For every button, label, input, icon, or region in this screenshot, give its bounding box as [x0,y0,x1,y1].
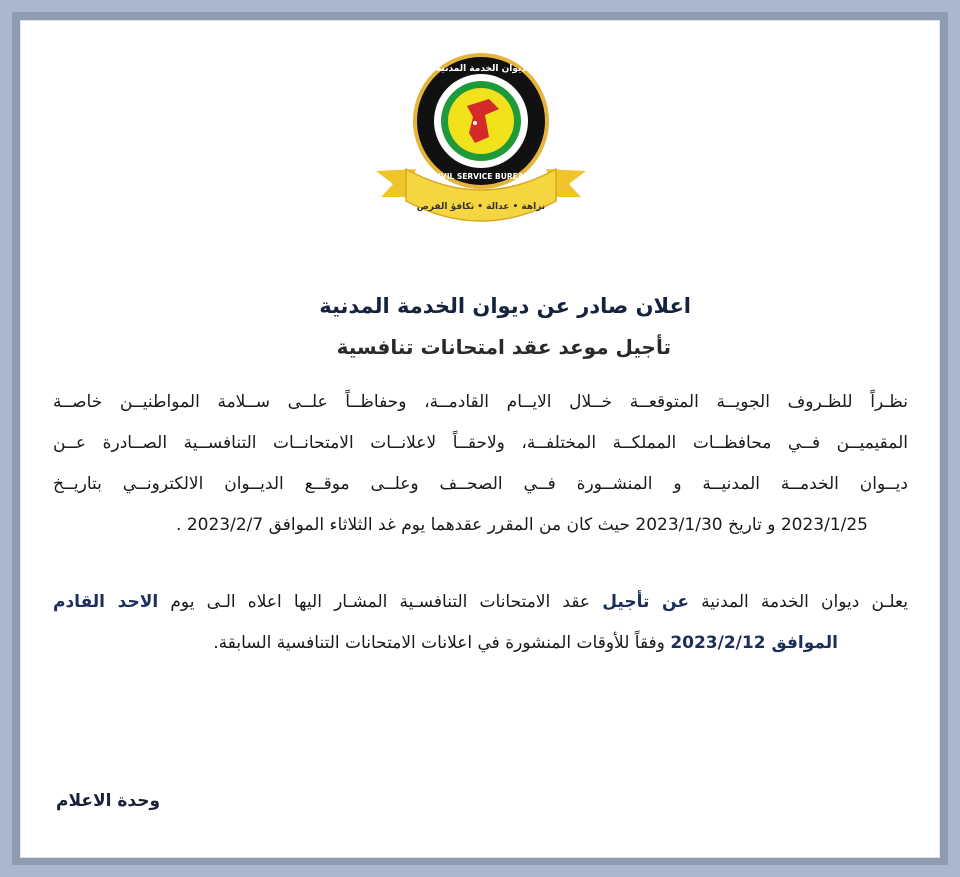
svg-text:ديوان الخدمة المدنية: ديوان الخدمة المدنية [435,64,527,74]
signature-media-unit: وحدة الاعلام [56,791,161,811]
paragraph-line: ديــوان الخدمــة المدنيــة و المنشــورة فــي الصحــف وعلــى موقــع الديــوان الالكترونــي بتاريــخ [53,474,908,494]
logo-emblem-icon [371,51,591,226]
paragraph-line: المقيميــن فــي محافظــات المملكــة المختلفــة، ولاحقــاً لاعلانــات الامتحانــات التنافســية الصــادرة عــن [53,433,908,453]
postponement-highlight: عن تأجيل [602,592,689,612]
svg-text:CIVIL SERVICE BUREAU: CIVIL SERVICE BUREAU [432,172,530,181]
announcement-page [20,20,940,858]
decision-line-2 [53,623,908,664]
decision-text: يعلـن ديوان الخدمة المدنية [688,592,908,612]
paragraph-context [53,382,908,546]
paragraph-line: 2023/1/25 و تاريخ 2023/1/30 حيث كان من المقرر عقدهما يوم غد الثلاثاء الموافق 2023/2/7 . [176,515,868,535]
decision-line-1 [53,582,908,623]
paragraph-line: نظـراً للظـروف الجويــة المتوقعــة خــلال الايــام القادمــة، وحفاظــاً علــى ســلامة المواطنيــن خاصــة [53,392,908,412]
new-day-highlight: الاحد القادم [53,592,159,612]
decision-text: عقد الامتحانات التنافسـية المشـار اليها اعلاه الـى يوم [158,592,603,612]
paragraph-decision [53,582,908,664]
new-date-highlight: الموافق 2023/2/12 [670,633,838,653]
announcement-subtitle: تأجيل موعد عقد امتحانات تنافسية [336,335,671,359]
civil-service-bureau-logo [371,51,591,221]
announcement-title: اعلان صادر عن ديوان الخدمة المدنية [319,294,691,318]
decision-text: وفقاً للأوقات المنشورة في اعلانات الامتحانات التنافسية السابقة. [213,633,671,653]
svg-text:نزاهة • عدالة • تكافؤ الفرص: نزاهة • عدالة • تكافؤ الفرص [416,202,546,212]
